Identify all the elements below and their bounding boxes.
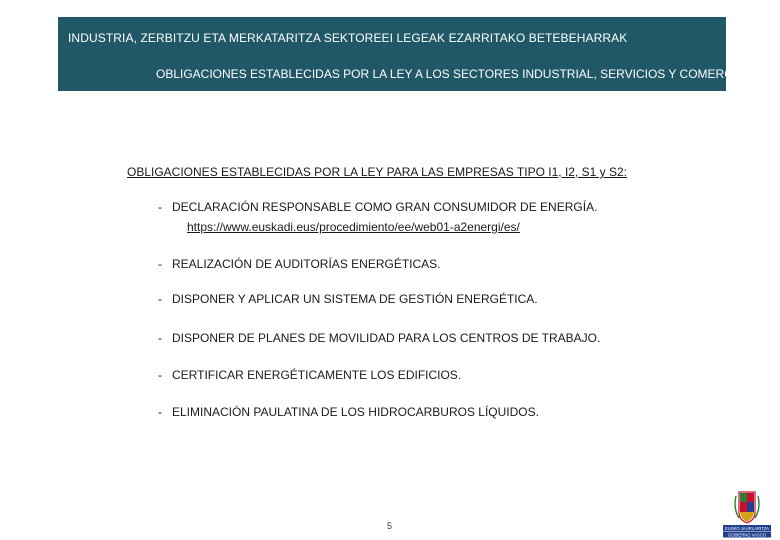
bullet-dash: - [158, 257, 162, 271]
list-item-text: REALIZACIÓN DE AUDITORÍAS ENERGÉTICAS. [172, 257, 441, 271]
basque-government-logo [720, 490, 774, 538]
list-item [158, 200, 597, 214]
procedure-link[interactable]: https://www.euskadi.eus/procedimiento/ee/web01-a2energi/es/ [187, 220, 520, 234]
list-item [158, 331, 600, 345]
header-title-spanish: OBLIGACIONES ESTABLECIDAS POR LA LEY A LOS SECTORES INDUSTRIAL, SERVICIOS Y COMERCIO [156, 67, 746, 81]
section-title: OBLIGACIONES ESTABLECIDAS POR LA LEY PARA LAS EMPRESAS TIPO I1, I2, S1 y S2: [127, 165, 627, 179]
list-item [158, 257, 441, 271]
list-item-text: DECLARACIÓN RESPONSABLE COMO GRAN CONSUMIDOR DE ENERGÍA. [172, 200, 598, 214]
bullet-dash: - [158, 331, 162, 345]
list-item [158, 405, 539, 419]
bullet-dash: - [158, 292, 162, 306]
page-number: 5 [387, 521, 393, 531]
coat-of-arms-icon [735, 492, 759, 523]
bullet-dash: - [158, 200, 162, 214]
logo-text-basque: EUSKO JAURLARITZA [725, 525, 769, 531]
bullet-dash: - [158, 405, 162, 419]
list-item-text: CERTIFICAR ENERGÉTICAMENTE LOS EDIFICIOS. [172, 368, 462, 382]
list-item-text: ELIMINACIÓN PAULATINA DE LOS HIDROCARBUROS LÍQUIDOS. [172, 405, 539, 419]
logo-text-spanish: GOBIERNO VASCO [727, 532, 767, 538]
list-item-text: DISPONER Y APLICAR UN SISTEMA DE GESTIÓN ENERGÉTICA. [172, 292, 538, 306]
header-banner [58, 17, 746, 91]
list-item-text: DISPONER DE PLANES DE MOVILIDAD PARA LOS CENTROS DE TRABAJO. [172, 331, 601, 345]
bullet-dash: - [158, 368, 162, 382]
header-title-basque: INDUSTRIA, ZERBITZU ETA MERKATARITZA SEKTOREEI LEGEAK EZARRITAKO BETEBEHARRAK [68, 31, 628, 45]
list-item [158, 368, 461, 382]
list-item [158, 292, 538, 306]
